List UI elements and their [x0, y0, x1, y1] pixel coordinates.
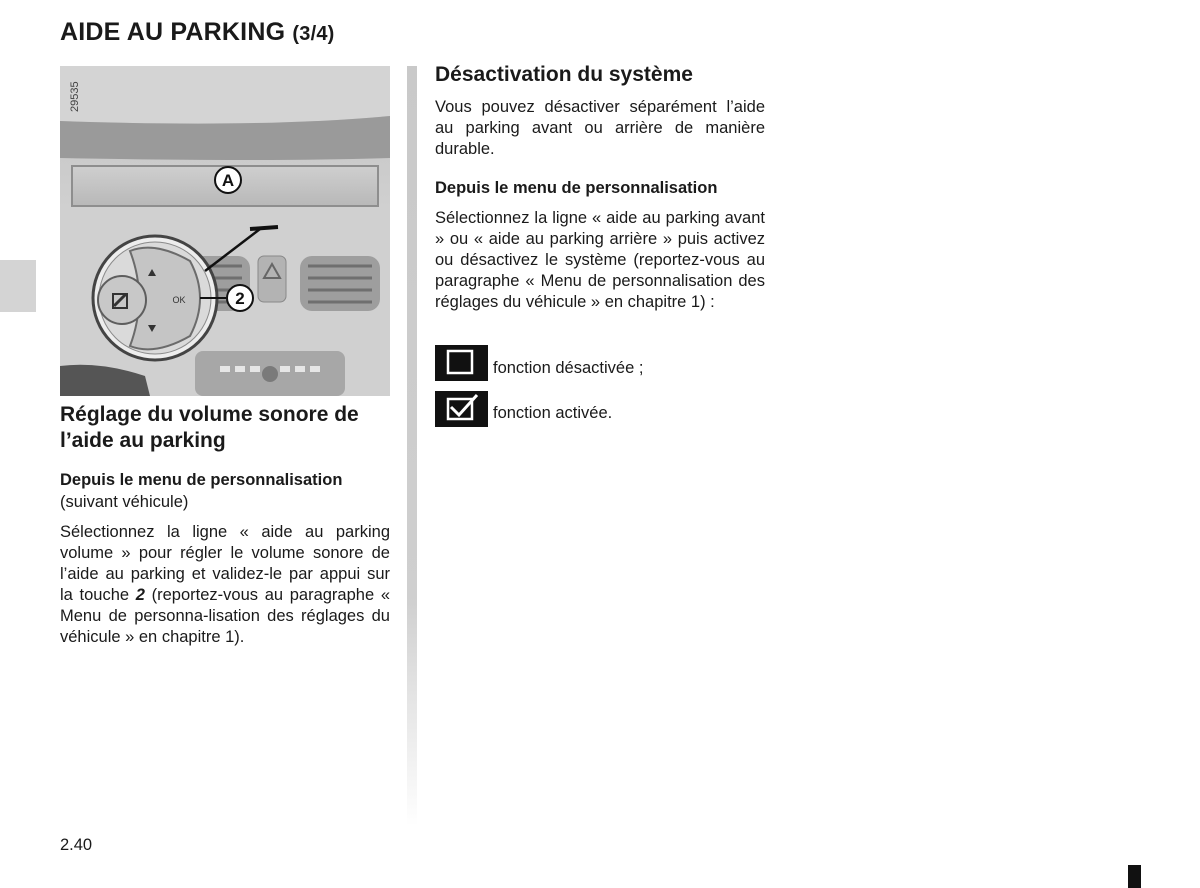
unchecked-box-icon: [435, 345, 488, 381]
key-2-ref: 2: [135, 586, 145, 604]
deactivation-intro: Vous pouvez désactiver séparément l’aide au parking avant ou arrière de manière durable.: [435, 98, 765, 158]
column-divider: [407, 66, 417, 826]
page-title-text: AIDE AU PARKING: [60, 18, 286, 46]
corner-mark: [1128, 865, 1141, 888]
page-number: 2.40: [60, 836, 93, 854]
callout-2-label: 2: [235, 289, 245, 308]
volume-paragraph: [60, 522, 390, 648]
deactivation-paragraph: Sélectionnez la ligne « aide au parking avant » ou « aide au parking arrière » puis activez ou désactivez le système (reportez-vous au paragraphe « Menu de personnalisation des réglages du véhicule » en chapitre 1) :: [435, 209, 765, 311]
function-disabled-label: fonction désactivée ;: [493, 359, 644, 377]
deactivation-heading: Désactivation du système: [435, 63, 693, 86]
figure-ref-number: 29535: [69, 81, 81, 112]
volume-heading: Réglage du volume sonore de l’aide au parking: [60, 403, 359, 452]
volume-paragraph-start: Sélectionnez la ligne « aide au parking volume » pour régler le volume sonore de l’aide au parking et validez-le par appui sur la touche: [60, 523, 390, 604]
dashboard-illustration: [60, 66, 390, 396]
deactivation-subheading: Depuis le menu de personnalisation: [435, 179, 718, 197]
volume-paragraph-end: (reportez-vous au paragraphe « Menu de personna-lisation des réglages du véhicule » en chapitre 1).: [60, 586, 390, 646]
ok-button-label: OK: [172, 295, 186, 305]
page-title-part: (3/4): [292, 23, 335, 45]
page-title: [60, 18, 335, 47]
chapter-tab: [0, 260, 36, 312]
checked-box-icon: [435, 391, 488, 427]
function-enabled-label: fonction activée.: [493, 404, 613, 422]
volume-subnote: (suivant véhicule): [60, 493, 189, 511]
volume-subheading: Depuis le menu de personnalisation: [60, 471, 343, 489]
callout-a-label: A: [221, 171, 235, 190]
